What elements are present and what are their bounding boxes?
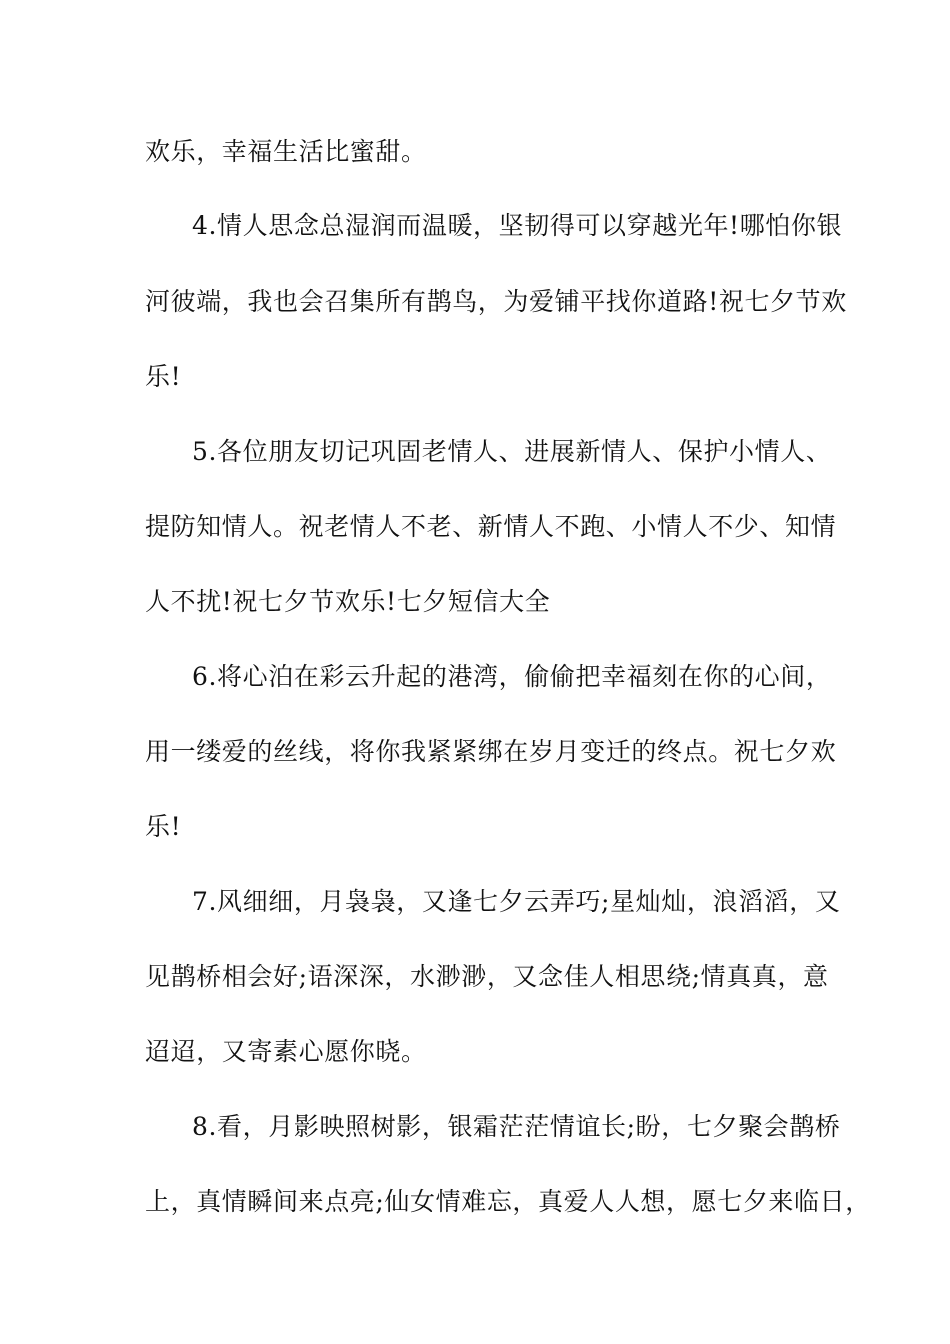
paragraph-line: 6.将心泊在彩云升起的港湾，偷偷把幸福刻在你的心间， <box>192 662 832 691</box>
paragraph-line: 提防知情人。祝老情人不老、新情人不跑、小情人不少、知情 <box>145 512 837 541</box>
paragraph-line: 用一缕爱的丝线，将你我紧紧绑在岁月变迁的终点。祝七夕欢 <box>145 737 837 766</box>
paragraph-line: 4.情人思念总湿润而温暖，坚韧得可以穿越光年!哪怕你银 <box>192 211 843 240</box>
paragraph-line: 河彼端，我也会召集所有鹊鸟，为爱铺平找你道路!祝七夕节欢 <box>145 287 847 316</box>
paragraph-line: 见鹊桥相会好;语深深，水渺渺，又念佳人相思绕;情真真，意 <box>145 962 829 991</box>
paragraph-line: 迢迢，又寄素心愿你晓。 <box>145 1037 427 1066</box>
paragraph-line: 上，真情瞬间来点亮;仙女情难忘，真爱人人想，愿七夕来临日， <box>145 1187 871 1216</box>
paragraph-line: 乐! <box>145 812 182 841</box>
paragraph-line: 人不扰!祝七夕节欢乐!七夕短信大全 <box>145 587 551 616</box>
paragraph-line: 欢乐，幸福生活比蜜甜。 <box>145 137 427 166</box>
paragraph-line: 乐! <box>145 362 182 391</box>
paragraph-line: 7.风细细，月袅袅，又逢七夕云弄巧;星灿灿，浪滔滔，又 <box>192 887 841 916</box>
paragraph-line: 5.各位朋友切记巩固老情人、进展新情人、保护小情人、 <box>192 437 832 466</box>
paragraph-line: 8.看，月影映照树影，银霜茫茫情谊长;盼，七夕聚会鹊桥 <box>192 1112 841 1141</box>
